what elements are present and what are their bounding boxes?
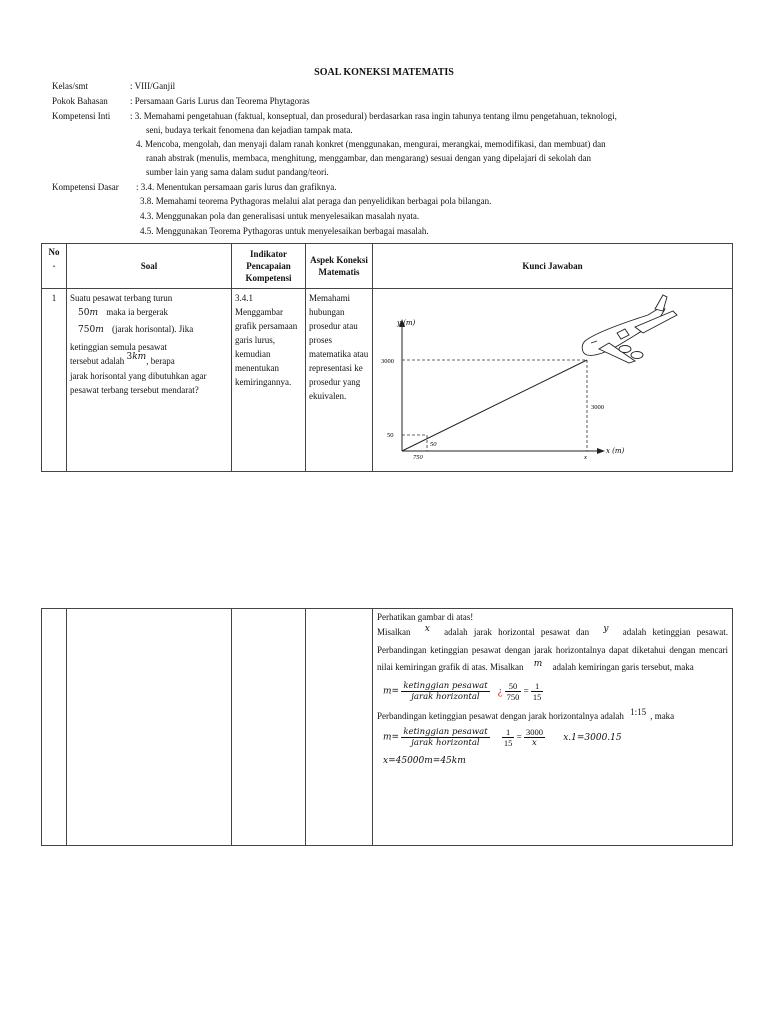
y-axis-label: y (m) — [397, 319, 416, 327]
header-aspek: Aspek Koneksi Matematis — [306, 244, 373, 289]
kompetensi-inti-label: Kompetensi Inti — [52, 111, 111, 121]
y-tick-3000: 3000 — [381, 358, 394, 365]
airplane-icon — [582, 295, 677, 363]
indikator-cell: 3.4.1 Menggambar grafik persamaan garis lurus, kemudian menentukan kemiringannya. — [232, 289, 306, 472]
empty-soal-cell — [67, 609, 232, 846]
x-tick-x: x — [584, 454, 587, 461]
document-title: SOAL KONEKSI MATEMATIS — [314, 67, 454, 78]
segment-label-50: 50 — [430, 441, 437, 448]
table-row — [42, 289, 733, 472]
x-axis-arrow — [597, 448, 605, 454]
descent-graph — [373, 289, 729, 469]
empty-indikator-cell — [232, 609, 306, 846]
answer-paragraph: Misalkan x adalah jarak horizontal pesawat dan y adalah ketinggian pesawat. Perbandingan ketinggian pesawat dengan jarak horizontalnya dapat diketahui dengan mencari nilai kemiringan grafik di atas. Misalkan m adalah kemiringan garis tersebut, maka — [377, 624, 728, 672]
equation-slope: m= $\frac{\text{ketinggian pesawat}}{\text{jarak horizontal}}$ ¿ $\frac{50}{750}$ = $\frac{1}{15}$ — [383, 681, 542, 702]
answer-ratio-paragraph: Perbandingan ketinggian pesawat dengan jarak horizontalnya adalah 1:15 , maka — [377, 707, 675, 721]
ki-4-line2: ranah abstrak (menulis, membaca, menghitung, menggambar, dan mengarang) sesuai dengan yang dipelajari di sekolah dan — [146, 153, 591, 163]
descent-line — [402, 360, 587, 451]
ki-4-line3: sumber lain yang sama dalam sudut pandang/teori. — [146, 167, 329, 177]
equation-ratio: m= $\frac{\text{ketinggian pesawat}}{\text{jarak horizontal}}$ $\frac{1}{15}$ = $\frac{3000}{x}$ x.1=3000.15 — [383, 727, 622, 748]
table-row — [42, 609, 733, 846]
answer-continuation-table — [41, 608, 733, 846]
kd-2: 3.8. Memahami teorema Pythagoras melalui alat peraga dan penyelidikan berbagai pola bilangan. — [140, 196, 492, 206]
answer-intro: Perhatikan gambar di atas! — [377, 612, 474, 622]
kd-4: 4.5. Menggunakan Teorema Pythagoras untuk menyelesaikan berbagai masalah. — [140, 226, 429, 236]
header-no: No . — [42, 244, 67, 289]
kd-3: 4.3. Menggunakan pola dan generalisasi untuk menyelesaikan masalah nyata. — [140, 211, 420, 221]
pokok-bahasan-label: Pokok Bahasan — [52, 96, 108, 106]
y-tick-50: 50 — [387, 432, 394, 439]
header-soal: Soal — [67, 244, 232, 289]
soal-cell: Suatu pesawat terbang turun 50m maka ia bergerak 750m (jarak horisontal). Jika ketinggian semula pesawat tersebut adalah 3km, berapa jarak horisontal yang dibutuhkan agar pesawat terbang tersebut mendarat? — [67, 289, 232, 472]
empty-aspek-cell — [306, 609, 373, 846]
pokok-bahasan-value: : Persamaan Garis Lurus dan Teorema Phytagoras — [130, 96, 310, 106]
question-table — [41, 243, 733, 472]
header-kunci-jawaban: Kunci Jawaban — [373, 244, 733, 289]
kompetensi-dasar-label: Kompetensi Dasar — [52, 182, 119, 192]
header-indikator: Indikator Pencapaian Kompetensi — [232, 244, 306, 289]
side-label-3000: 3000 — [591, 404, 604, 411]
answer-cell — [373, 609, 733, 846]
kd-1: : 3.4. Menentukan persamaan garis lurus dan grafiknya. — [136, 182, 337, 192]
aspek-cell: Memahami hubungan prosedur atau proses matematika atau representasi ke prosedur yang ekuivalen. — [306, 289, 373, 472]
x-axis-label: x (m) — [606, 447, 625, 455]
kelas-label: Kelas/smt — [52, 81, 88, 91]
ki-4-line1: 4. Mencoba, mengolah, dan menyaji dalam ranah konkret (menggunakan, mengurai, merangkai, memodifikasi, dan membuat) dan — [136, 139, 606, 149]
row-number: 1 — [42, 289, 67, 472]
final-answer: x=45000m=45km — [383, 756, 466, 766]
ki-3-line2: seni, budaya terkait fenomena dan kejadian tampak mata. — [146, 125, 353, 135]
kelas-value: : VIII/Ganjil — [130, 81, 176, 91]
kunci-jawaban-cell — [373, 289, 733, 472]
table-header-row — [42, 244, 733, 289]
ki-3-line1: : 3. Memahami pengetahuan (faktual, konseptual, dan prosedural) berdasarkan rasa ingin tahunya tentang ilmu pengetahuan, teknologi, — [130, 111, 617, 121]
empty-no-cell — [42, 609, 67, 846]
x-tick-750: 750 — [413, 454, 423, 461]
